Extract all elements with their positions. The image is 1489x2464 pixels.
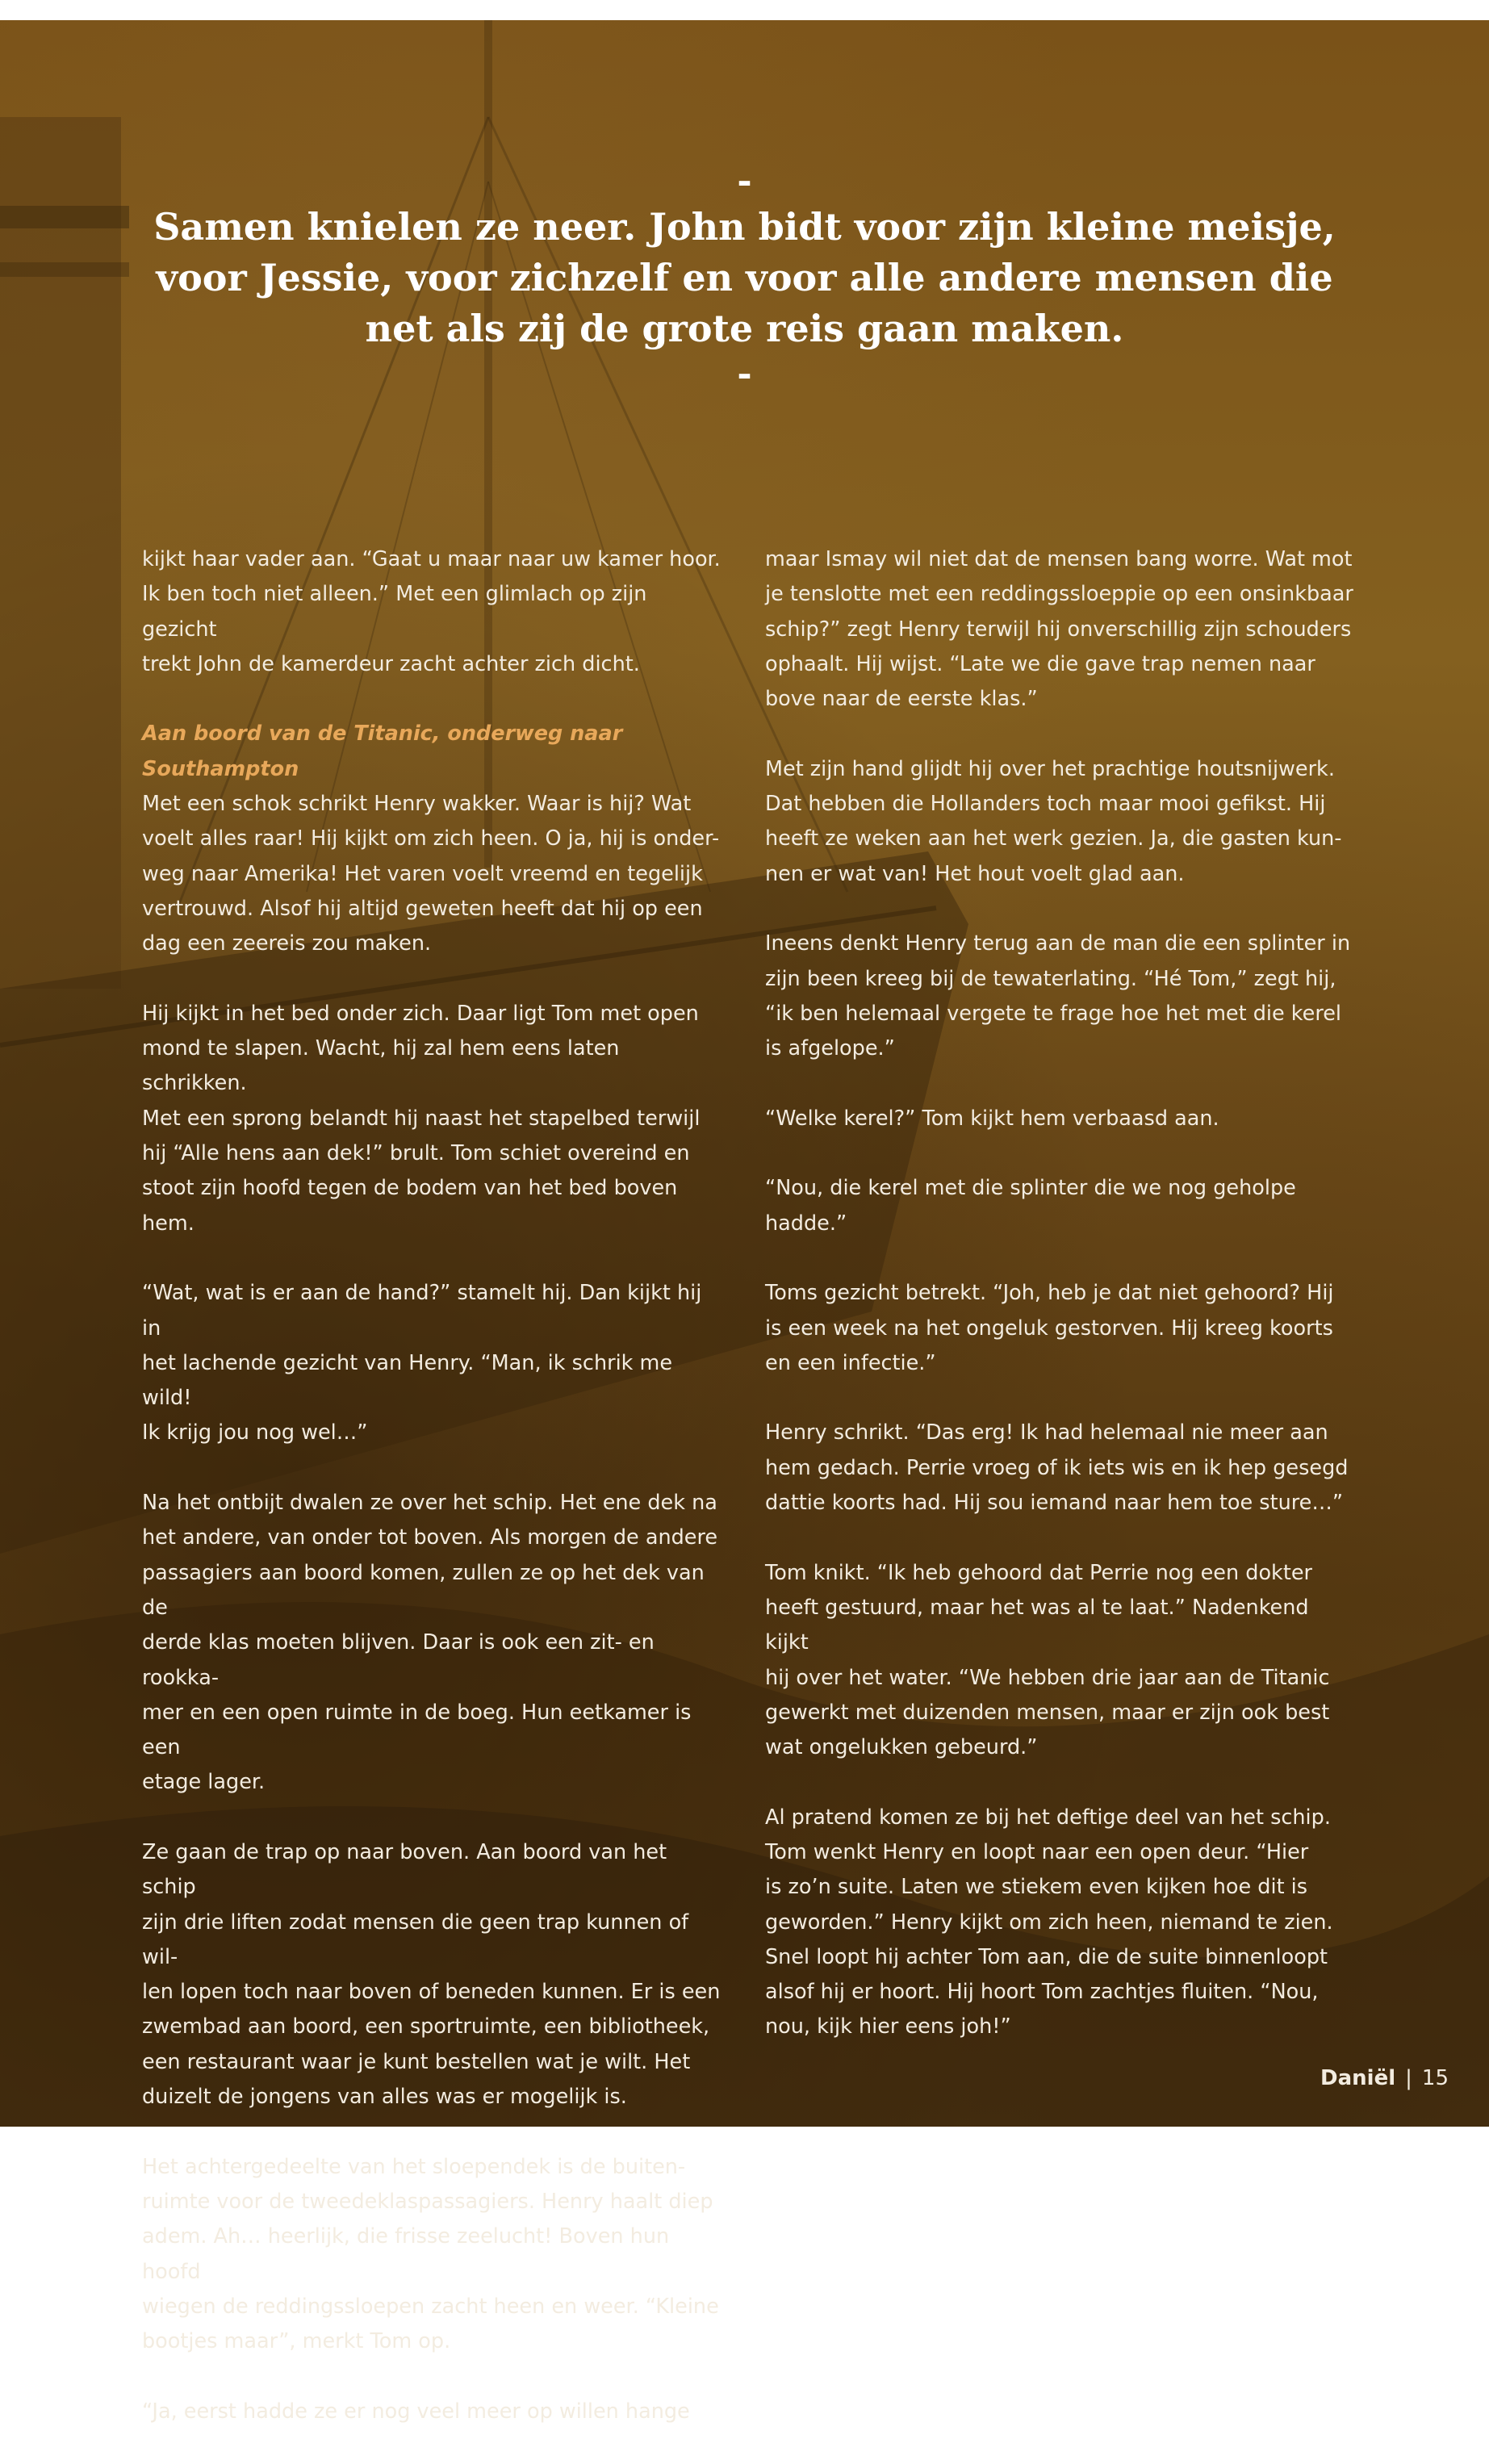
paragraph: Hij kijkt in het bed onder zich. Daar ligt Tom met open mond te slapen. Wacht, hij zal hem eens laten schrikken. Met een sprong belandt hij naast het stapelbed terwijl hij “Alle hens aan dek!” brult. Tom schiet overeind en stoot zijn hoofd tegen de bodem van het bed boven hem. — [142, 1001, 701, 1236]
paragraph: Ze gaan de trap op naar boven. Aan boord van het schip zijn drie liften zodat mensen die geen trap kunnen of wil- len lopen toch naar boven of beneden kunnen. Er is een zwembad aan boord, een sportruimte, een bibliotheek, een restaurant waar je kunt bestellen wat je wilt. Het duizelt de jongens van alles was er mogelijk is. — [142, 1839, 721, 2110]
paragraph: “Nou, die kerel met die splinter die we nog geholpe hadde.” — [765, 1176, 1296, 1236]
paragraph: “Ja, eerst hadde ze er nog veel meer op willen hange — [142, 2399, 690, 2424]
right-column — [765, 542, 1354, 2080]
paragraph: Toms gezicht betrekt. “Joh, heb je dat niet gehoord? Hij is een week na het ongeluk gestorven. Hij kreeg koorts en een infectie.” — [765, 1281, 1334, 1375]
paragraph: Na het ontbijt dwalen ze over het schip. Het ene dek na het andere, van onder tot boven. Als morgen de andere passagiers aan boord komen, zullen ze op het dek van de derde klas moeten blijven. Daar is ook een zit- en rookka- mer en een open ruimte in de boeg. Hun eetkamer is een etage lager. — [142, 1491, 718, 1795]
quote-text: Samen knielen ze neer. John bidt voor zijn kleine meisje, voor Jessie, voor zichzelf en voor alle andere mensen die net als zij de grote reis gaan maken. — [153, 205, 1336, 350]
paragraph: Al pratend komen ze bij het deftige deel van het schip. Tom wenkt Henry en loopt naar een open deur. “Hier is zo’n suite. Laten we stiekem even kijken hoe dit is geworden.” Henry kijkt om zich heen, niemand te zien. Snel loopt hij achter Tom aan, die de suite binnenloopt alsof hij er hoort. Hij hoort Tom zachtjes fluiten. “Nou, nou, kijk hier eens joh!” — [765, 1805, 1333, 2039]
page-footer — [1320, 2066, 1449, 2090]
paragraph: Tom knikt. “Ik heb gehoord dat Perrie nog een dokter heeft gestuurd, maar het was al te laat.” Nadenkend kijkt hij over het water. “We hebben drie jaar aan de Titanic gewerkt met duizenden mensen, maar er zijn ook best wat ongelukken gebeurd.” — [765, 1560, 1330, 1760]
paragraph: Het achtergedeelte van het sloependek is de buiten- ruimte voor de tweedeklaspassagiers. Henry haalt diep adem. Ah… heerlijk, die frisse zeelucht! Boven hun hoofd wiegen de reddingssloepen zacht heen en weer. “Kleine bootjes maar”, merkt Tom op. — [142, 2154, 719, 2354]
paragraph: kijkt haar vader aan. “Gaat u maar naar uw kamer hoor. Ik ben toch niet alleen.” Met een glimlach op zijn gezicht trekt John de kamerdeur zacht achter zich dicht. — [142, 547, 721, 676]
paragraph: Ineens denkt Henry terug aan de man die een splinter in zijn been kreeg bij de tewaterlating. “Hé Tom,” zegt hij, “ik ben helemaal vergete te frage hoe het met die kerel is afgelope.” — [765, 931, 1351, 1061]
paragraph: Met zijn hand glijdt hij over het prachtige houtsnijwerk. Dat hebben die Hollanders toch maar mooi gefikst. Hij heeft ze weken aan het werk gezien. Ja, die gasten kun- nen er wat van! Het hout voelt glad aan. — [765, 756, 1342, 886]
paragraph: “Wat, wat is er aan de hand?” stamelt hij. Dan kijkt hij in het lachende gezicht van Henry. “Man, ik schrik me wild! Ik krijg jou nog wel…” — [142, 1281, 702, 1445]
paragraph: “Welke kerel?” Tom kijkt hem verbaasd aan. — [765, 1106, 1219, 1131]
left-column — [142, 542, 723, 2464]
magazine-name: Daniël — [1320, 2066, 1396, 2090]
quote-dash-bottom: - — [737, 353, 752, 395]
quote-dash-top: - — [737, 161, 752, 202]
pull-quote — [121, 161, 1368, 395]
page-background — [0, 20, 1489, 2424]
paragraph: Met een schok schrikt Henry wakker. Waar is hij? Wat voelt alles raar! Hij kijkt om zich heen. O ja, hij is onder- weg naar Amerika! Het varen voelt vreemd en tegelijk vertrouwd. Alsof hij altijd geweten heeft dat hij op een dag een zeereis zou maken. — [142, 792, 720, 956]
section-heading: Aan boord van de Titanic, onderweg naar Southampton — [142, 722, 623, 781]
paragraph: maar Ismay wil niet dat de mensen bang worre. Wat mot je tenslotte met een reddingssloeppie op een onsinkbaar schip?” zegt Henry terwijl hij onverschillig zijn schouders ophaalt. Hij wijst. “Late we die gave trap nemen naar bove naar de eerste klas.” — [765, 547, 1353, 712]
page-number: 15 — [1421, 2066, 1449, 2090]
paragraph: Henry schrikt. “Das erg! Ik had helemaal nie meer aan hem gedach. Perrie vroeg of ik iets wis en ik hep gesegd dattie koorts had. Hij sou iemand naar hem toe sture…” — [765, 1420, 1349, 1516]
footer-separator: | — [1405, 2066, 1412, 2090]
